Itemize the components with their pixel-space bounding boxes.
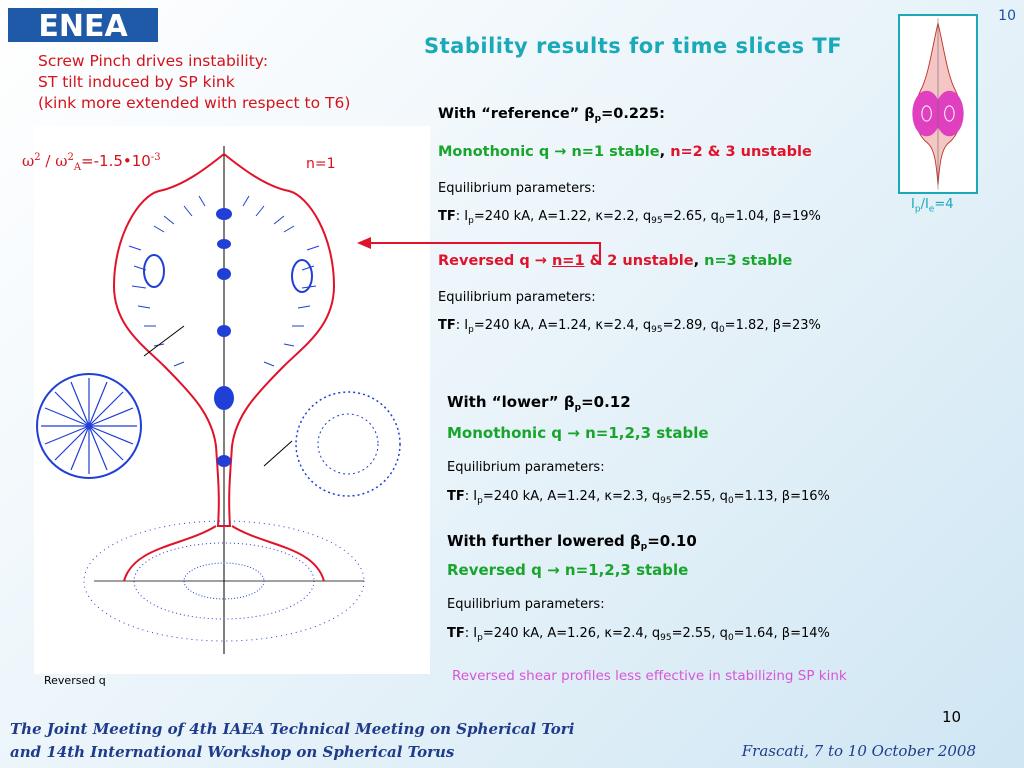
tf-text: =240 kA, A=1.22, bbox=[473, 209, 596, 224]
lower-mono-pre: Monothonic q bbox=[447, 424, 568, 442]
tf-text: =240 kA, A=1.26, bbox=[482, 626, 605, 641]
tf-text: : I bbox=[455, 209, 469, 224]
arrow-icon: → bbox=[554, 144, 567, 160]
tf-params-ref-mono bbox=[438, 209, 821, 226]
ref-rev-mid: & 2 unstable bbox=[584, 253, 694, 269]
tf-text: =2.89, q bbox=[662, 318, 719, 333]
screw-line: ST tilt induced by SP kink bbox=[38, 73, 235, 91]
tf-label: TF bbox=[438, 209, 456, 224]
tf-text: =2.4, q bbox=[612, 626, 661, 641]
footer-meeting bbox=[10, 718, 574, 764]
tf-sub: 0 bbox=[727, 633, 734, 643]
footer-line: and 14th International Workshop on Spherical Torus bbox=[10, 743, 455, 761]
tf-text: =2.55, q bbox=[671, 489, 728, 504]
slide-number-top: 10 bbox=[998, 8, 1016, 24]
ref-rev-n1: n=1 bbox=[551, 253, 585, 269]
ratio-slash: /I bbox=[920, 197, 929, 212]
omega-symbol: ω bbox=[22, 152, 35, 170]
screw-line: Screw Pinch drives instability: bbox=[38, 52, 269, 70]
tf-sub: 95 bbox=[651, 325, 663, 335]
tf-sub: 95 bbox=[660, 633, 672, 643]
ref-beta: β bbox=[584, 106, 595, 122]
omega-den-sub: A bbox=[73, 162, 82, 173]
tf-label: TF bbox=[447, 626, 465, 641]
omega-exp: 2 bbox=[34, 152, 41, 163]
tf-text: =1.13, bbox=[733, 489, 782, 504]
tf-sub: 0 bbox=[718, 325, 725, 335]
lower-heading bbox=[447, 393, 631, 413]
ratio-p: p bbox=[914, 204, 921, 215]
lower-beta-sub: p bbox=[574, 403, 582, 413]
tf-text: =19% bbox=[781, 209, 821, 224]
reference-reversed bbox=[438, 253, 792, 269]
lower-heading-pre: With “lower” bbox=[447, 393, 564, 411]
lower-beta: β bbox=[563, 393, 575, 411]
tf-label: TF bbox=[438, 318, 456, 333]
tf-text: =2.65, q bbox=[662, 209, 719, 224]
eq-params-label: Equilibrium parameters: bbox=[438, 290, 596, 305]
tf-text: : I bbox=[455, 318, 469, 333]
conclusion-note: Reversed shear profiles less effective in stabilizing SP kink bbox=[452, 668, 847, 684]
tf-text: =240 kA, A=1.24, bbox=[482, 489, 605, 504]
reference-heading bbox=[438, 106, 665, 124]
tf-text: =2.55, q bbox=[671, 626, 728, 641]
eq-params-label: Equilibrium parameters: bbox=[447, 460, 605, 475]
ref-rev-pre: Reversed q bbox=[438, 253, 535, 269]
further-heading bbox=[447, 532, 697, 552]
tf-kappa: κ bbox=[604, 489, 613, 504]
tf-kappa: κ bbox=[604, 626, 613, 641]
further-heading-pre: With further lowered bbox=[447, 532, 631, 550]
tf-label: TF bbox=[447, 489, 465, 504]
arrow-icon: → bbox=[547, 561, 560, 579]
tf-sub: 95 bbox=[651, 216, 663, 226]
ref-rev-comma: , bbox=[693, 253, 705, 269]
ratio-I: I bbox=[911, 197, 915, 212]
tf-kappa: κ bbox=[595, 209, 604, 224]
current-ratio-label bbox=[911, 197, 954, 215]
tf-text: =1.64, bbox=[733, 626, 782, 641]
tf-text: =16% bbox=[790, 489, 830, 504]
tf-sub: 0 bbox=[718, 216, 725, 226]
tf-sub: p bbox=[468, 325, 474, 335]
omega-value-exp: -3 bbox=[150, 152, 161, 163]
ref-mono-pre: Monothonic q bbox=[438, 144, 555, 160]
further-beta-sub: p bbox=[640, 542, 648, 552]
vector-plot-figure bbox=[34, 126, 430, 674]
omega-den-exp: 2 bbox=[67, 152, 74, 163]
ratio-e: e bbox=[928, 204, 935, 215]
tf-params-lower bbox=[447, 489, 830, 506]
omega-value: =-1.5•10 bbox=[81, 152, 151, 170]
tf-params-ref-rev bbox=[438, 318, 821, 335]
ref-rev-stable: n=3 stable bbox=[704, 253, 793, 269]
ref-mono-stable: n=1 stable bbox=[566, 144, 660, 160]
tf-text: =240 kA, A=1.24, bbox=[473, 318, 596, 333]
lower-monotonic bbox=[447, 424, 709, 442]
screw-pinch-text bbox=[38, 51, 350, 114]
page-number: 10 bbox=[942, 708, 962, 726]
ref-beta-sub: p bbox=[594, 114, 602, 124]
lower-heading-val: =0.12 bbox=[581, 393, 631, 411]
tf-beta: β bbox=[781, 626, 791, 641]
arrow-icon: → bbox=[534, 253, 547, 269]
screw-line: (kink more extended with respect to T6) bbox=[38, 94, 351, 112]
omega-sep: / bbox=[40, 152, 56, 170]
tf-kappa: κ bbox=[595, 318, 604, 333]
further-beta: β bbox=[630, 532, 641, 550]
tf-text: =2.4, q bbox=[603, 318, 652, 333]
tf-sub: p bbox=[477, 633, 483, 643]
tf-text: =2.2, q bbox=[603, 209, 652, 224]
tf-sub: p bbox=[468, 216, 474, 226]
tf-text: : I bbox=[464, 489, 478, 504]
tf-text: =23% bbox=[781, 318, 821, 333]
slide-title: Stability results for time slices TF bbox=[424, 34, 843, 58]
tf-text: =14% bbox=[790, 626, 830, 641]
tf-params-further bbox=[447, 626, 830, 643]
tf-text: =1.82, bbox=[724, 318, 773, 333]
tf-text: =2.3, q bbox=[612, 489, 661, 504]
tf-text: =1.04, bbox=[724, 209, 773, 224]
lower-mono-rest: n=1,2,3 stable bbox=[579, 424, 709, 442]
ref-comma: , bbox=[659, 144, 671, 160]
footer-location: Frascati, 7 to 10 October 2008 bbox=[741, 742, 976, 760]
ref-heading-pre: With “reference” bbox=[438, 106, 585, 122]
further-heading-val: =0.10 bbox=[647, 532, 697, 550]
footer-line: The Joint Meeting of 4th IAEA Technical Meeting on Spherical Tori bbox=[10, 720, 575, 738]
mode-number-label: n=1 bbox=[306, 156, 336, 172]
svg-text:ENEA: ENEA bbox=[38, 9, 128, 44]
tf-sub: 95 bbox=[660, 496, 672, 506]
ref-heading-val: =0.225: bbox=[601, 106, 665, 122]
tf-beta: β bbox=[772, 209, 782, 224]
tf-text: : I bbox=[464, 626, 478, 641]
eq-params-label: Equilibrium parameters: bbox=[447, 597, 605, 612]
reference-monotonic bbox=[438, 144, 812, 160]
further-rev-pre: Reversed q bbox=[447, 561, 548, 579]
further-rev-rest: n=1,2,3 stable bbox=[559, 561, 689, 579]
arrow-icon: → bbox=[567, 424, 580, 442]
figure-caption: Reversed q bbox=[44, 674, 106, 687]
ref-mono-unstable: n=2 & 3 unstable bbox=[670, 144, 812, 160]
omega-den: ω bbox=[55, 152, 68, 170]
growth-rate-label bbox=[22, 152, 161, 173]
tf-beta: β bbox=[772, 318, 782, 333]
tf-beta: β bbox=[781, 489, 791, 504]
enea-logo bbox=[8, 6, 158, 46]
ratio-val: =4 bbox=[934, 197, 954, 212]
eq-params-label: Equilibrium parameters: bbox=[438, 181, 596, 196]
tf-sub: 0 bbox=[727, 496, 734, 506]
equilibrium-thumbnail bbox=[898, 14, 978, 194]
tf-sub: p bbox=[477, 496, 483, 506]
further-reversed bbox=[447, 561, 688, 579]
